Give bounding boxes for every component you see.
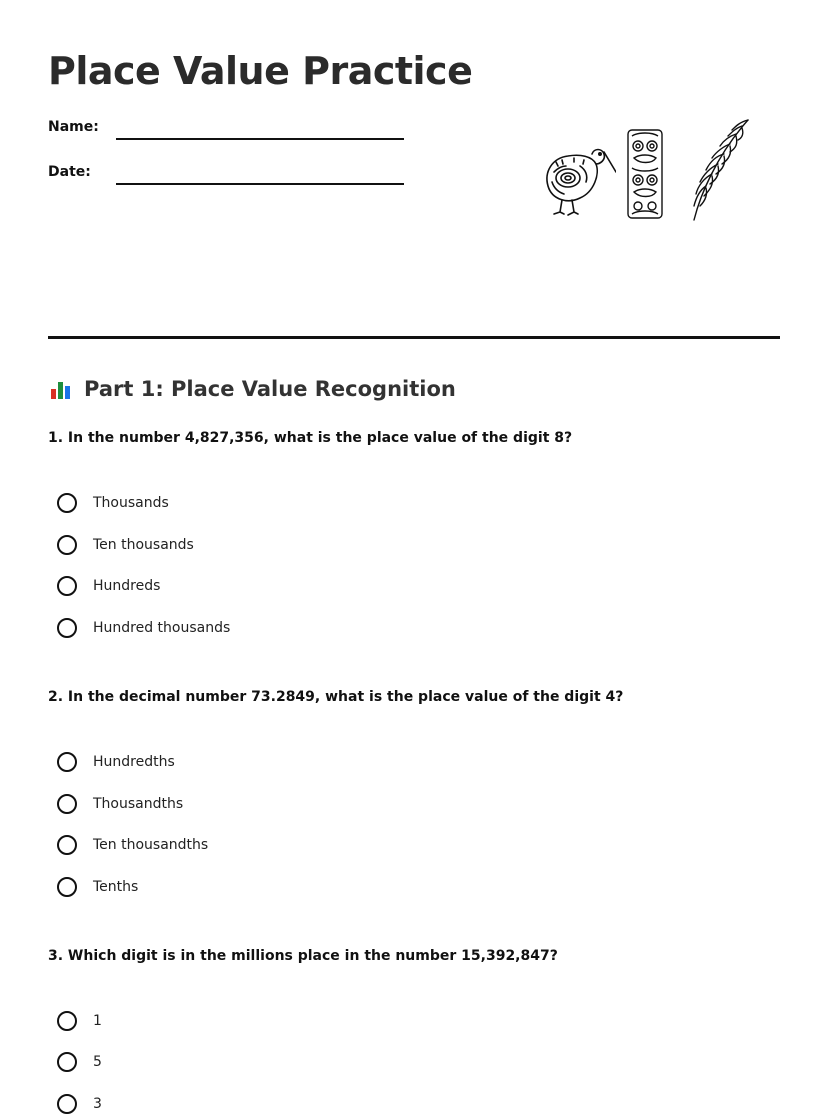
- question-2-option-4[interactable]: [57, 874, 457, 900]
- option-label: Hundred thousands: [93, 620, 231, 636]
- option-label: 1: [93, 1013, 102, 1029]
- radio-button[interactable]: [57, 618, 77, 638]
- option-label: Hundredths: [93, 754, 175, 770]
- option-label: 3: [93, 1096, 102, 1112]
- option-label: Thousandths: [93, 796, 184, 812]
- option-label: Ten thousandths: [93, 837, 209, 853]
- question-2-option-2[interactable]: [57, 791, 457, 817]
- header-illustrations: [540, 116, 756, 222]
- date-label: Date:: [48, 164, 91, 180]
- question-2-option-1[interactable]: [57, 749, 457, 775]
- name-line[interactable]: [116, 138, 404, 140]
- radio-button[interactable]: [57, 1094, 77, 1114]
- question-1: 1. In the number 4,827,356, what is the place value of the digit 8?: [48, 430, 573, 446]
- radio-button[interactable]: [57, 877, 77, 897]
- question-3: 3. Which digit is in the millions place in the number 15,392,847?: [48, 948, 558, 964]
- radio-button[interactable]: [57, 794, 77, 814]
- radio-button[interactable]: [57, 535, 77, 555]
- radio-button[interactable]: [57, 1011, 77, 1031]
- question-1-option-3[interactable]: [57, 573, 457, 599]
- section-heading: [48, 374, 456, 404]
- section-heading-text: Part 1: Place Value Recognition: [84, 377, 456, 401]
- radio-button[interactable]: [57, 1052, 77, 1072]
- date-field-row: [48, 163, 408, 187]
- question-3-option-3[interactable]: [57, 1091, 457, 1117]
- option-label: Ten thousands: [93, 537, 194, 553]
- name-field-row: [48, 118, 408, 142]
- question-3-option-2[interactable]: [57, 1049, 457, 1075]
- maori-carving-icon: [626, 116, 666, 220]
- question-1-option-4[interactable]: [57, 615, 457, 641]
- name-label: Name:: [48, 119, 99, 135]
- bar-chart-icon: [48, 377, 72, 401]
- question-2-option-3[interactable]: [57, 832, 457, 858]
- question-1-option-2[interactable]: [57, 532, 457, 558]
- option-label: 5: [93, 1054, 102, 1070]
- question-3-option-1[interactable]: [57, 1008, 457, 1034]
- radio-button[interactable]: [57, 493, 77, 513]
- silver-fern-icon: [686, 116, 752, 222]
- page-title: Place Value Practice: [48, 49, 473, 93]
- radio-button[interactable]: [57, 752, 77, 772]
- section-divider: [48, 336, 780, 339]
- option-label: Thousands: [93, 495, 169, 511]
- kiwi-bird-icon: [540, 116, 616, 220]
- option-label: Tenths: [93, 879, 139, 895]
- question-2: 2. In the decimal number 73.2849, what is the place value of the digit 4?: [48, 689, 624, 705]
- date-line[interactable]: [116, 183, 404, 185]
- option-label: Hundreds: [93, 578, 161, 594]
- radio-button[interactable]: [57, 576, 77, 596]
- question-1-option-1[interactable]: [57, 490, 457, 516]
- radio-button[interactable]: [57, 835, 77, 855]
